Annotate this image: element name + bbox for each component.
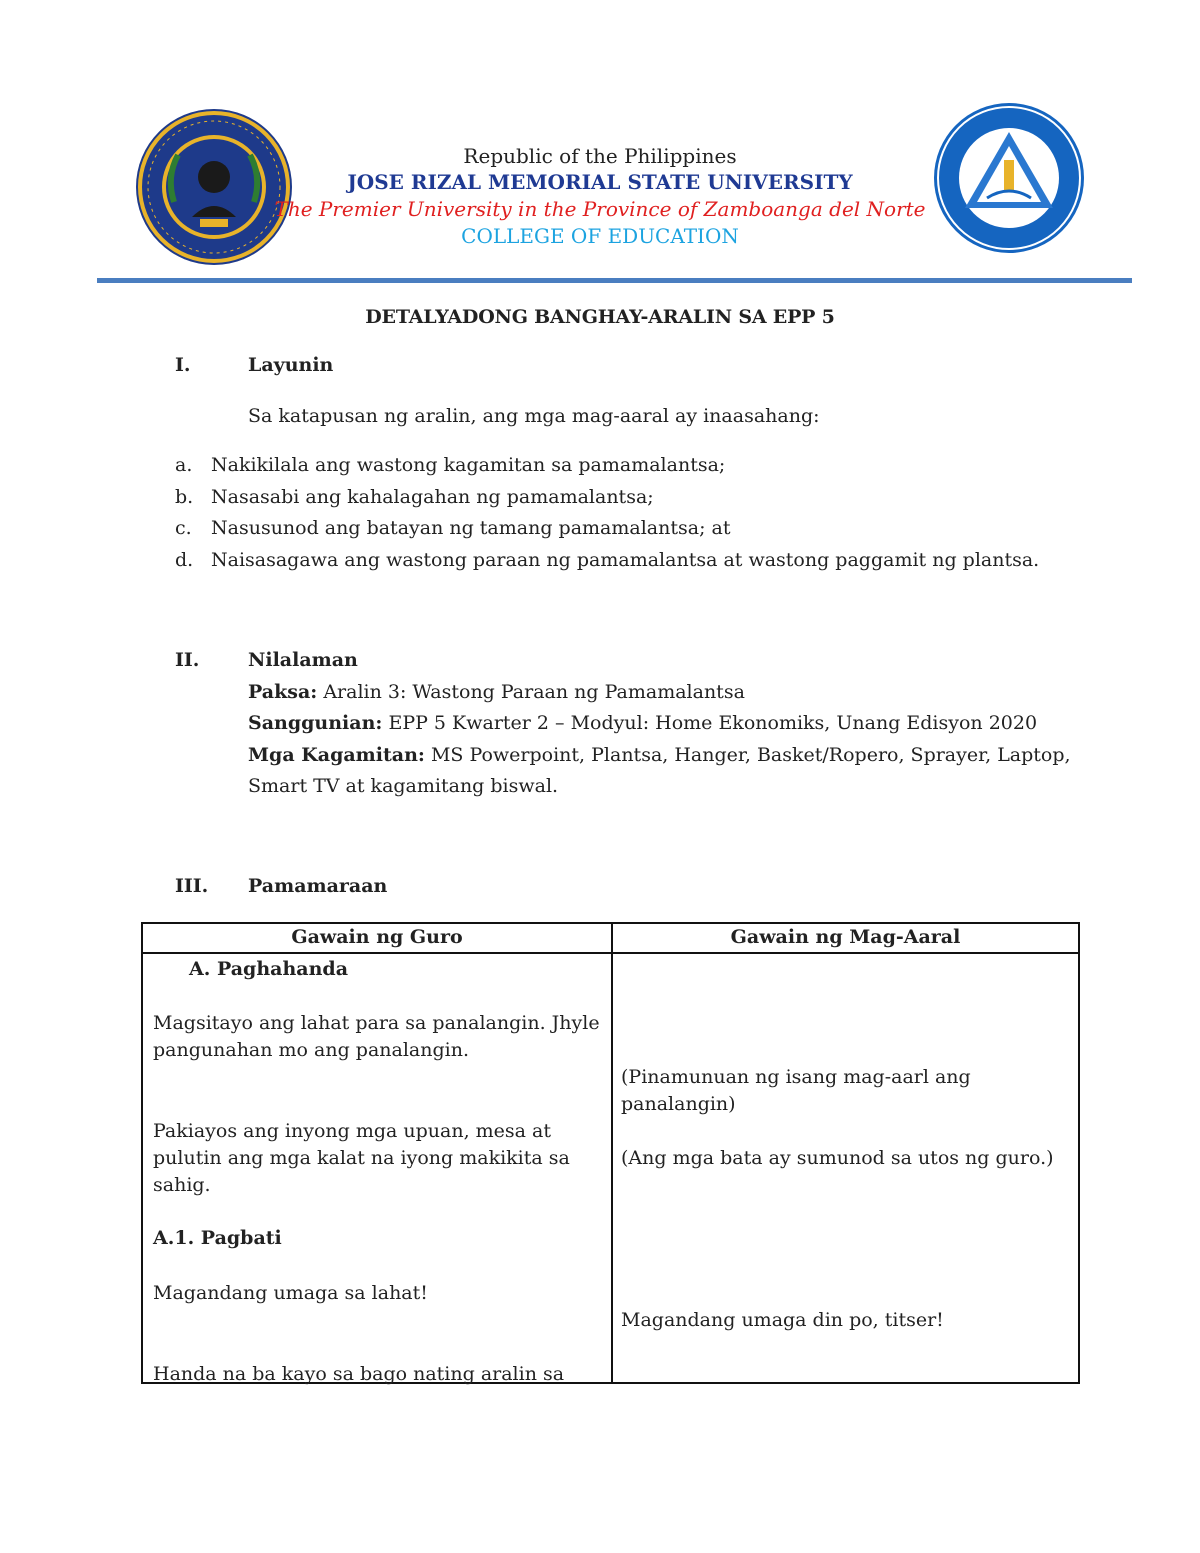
section2-title: Nilalaman bbox=[248, 649, 358, 671]
kagamitan-value-continued: Smart TV at kagamitang biswal. bbox=[248, 775, 559, 797]
sanggunian-label: Sanggunian: bbox=[248, 712, 383, 734]
objective-text: Nakikilala ang wastong kagamitan sa pamamalantsa; bbox=[211, 454, 726, 476]
objective-letter: a. bbox=[175, 454, 193, 476]
procedure-table bbox=[141, 922, 1080, 1384]
section1-title: Layunin bbox=[248, 354, 334, 376]
section3-title: Pamamaraan bbox=[248, 875, 388, 897]
paksa-label: Paksa: bbox=[248, 681, 318, 703]
objective-text: Naisasagawa ang wastong paraan ng pamamalantsa at wastong paggamit ng plantsa. bbox=[211, 549, 1040, 571]
col-header-magaaral: Gawain ng Mag-Aaral bbox=[730, 926, 961, 948]
objective-letter: b. bbox=[175, 486, 194, 508]
magaaral-text: (Pinamunuan ng isang mag-aarl ang bbox=[621, 1066, 971, 1088]
objective-letter: c. bbox=[175, 517, 192, 539]
header-divider bbox=[97, 278, 1132, 283]
kagamitan-value: MS Powerpoint, Plantsa, Hanger, Basket/Ropero, Sprayer, Laptop, bbox=[424, 744, 1071, 766]
magaaral-text: Magandang umaga din po, titser! bbox=[621, 1309, 944, 1331]
guro-text: pulutin ang mga kalat na iyong makikita sa bbox=[153, 1147, 570, 1169]
college-name: COLLEGE OF EDUCATION bbox=[461, 224, 739, 248]
university-name: JOSE RIZAL MEMORIAL STATE UNIVERSITY bbox=[347, 170, 853, 194]
objective-letter: d. bbox=[175, 549, 194, 571]
section3-number: III. bbox=[175, 875, 209, 897]
section2-number: II. bbox=[175, 649, 200, 671]
table-column-divider bbox=[611, 924, 613, 1382]
col-header-guro: Gawain ng Guro bbox=[291, 926, 463, 948]
document-title: DETALYADONG BANGHAY-ARALIN SA EPP 5 bbox=[365, 306, 835, 328]
guro-text: pangunahan mo ang panalangin. bbox=[153, 1039, 470, 1061]
republic-text: Republic of the Philippines bbox=[463, 144, 737, 168]
magaaral-text: (Ang mga bata ay sumunod sa utos ng guro.) bbox=[621, 1147, 1054, 1169]
magaaral-text: panalangin) bbox=[621, 1093, 736, 1115]
guro-text: sahig. bbox=[153, 1174, 211, 1196]
kagamitan-label: Mga Kagamitan: bbox=[248, 744, 425, 766]
kagamitan-line bbox=[248, 744, 1071, 766]
section1-number: I. bbox=[175, 354, 191, 376]
guro-text: Pakiayos ang inyong mga upuan, mesa at bbox=[153, 1120, 551, 1142]
paksa-value: Aralin 3: Wastong Paraan ng Pamamalantsa bbox=[317, 681, 745, 703]
paksa-line bbox=[248, 681, 745, 703]
subsection-pagbati: A.1. Pagbati bbox=[153, 1227, 282, 1249]
university-tagline: The Premier University in the Province of Zamboanga del Norte bbox=[274, 197, 926, 221]
sanggunian-line bbox=[248, 712, 1037, 734]
guro-text: Magandang umaga sa lahat! bbox=[153, 1282, 428, 1304]
sanggunian-value: EPP 5 Kwarter 2 – Modyul: Home Ekonomiks, Unang Edisyon 2020 bbox=[382, 712, 1038, 734]
section1-intro: Sa katapusan ng aralin, ang mga mag-aaral ay inaasahang: bbox=[248, 405, 820, 427]
objective-text: Nasasabi ang kahalagahan ng pamamalantsa; bbox=[211, 486, 654, 508]
guro-text: Magsitayo ang lahat para sa panalangin. Jhyle bbox=[153, 1012, 600, 1034]
subsection-paghahanda: A. Paghahanda bbox=[189, 958, 349, 980]
table-header-divider bbox=[143, 952, 1078, 954]
objective-text: Nasusunod ang batayan ng tamang pamamalantsa; at bbox=[211, 517, 731, 539]
guro-text: Handa na ba kayo sa bago nating aralin sa bbox=[153, 1363, 565, 1385]
